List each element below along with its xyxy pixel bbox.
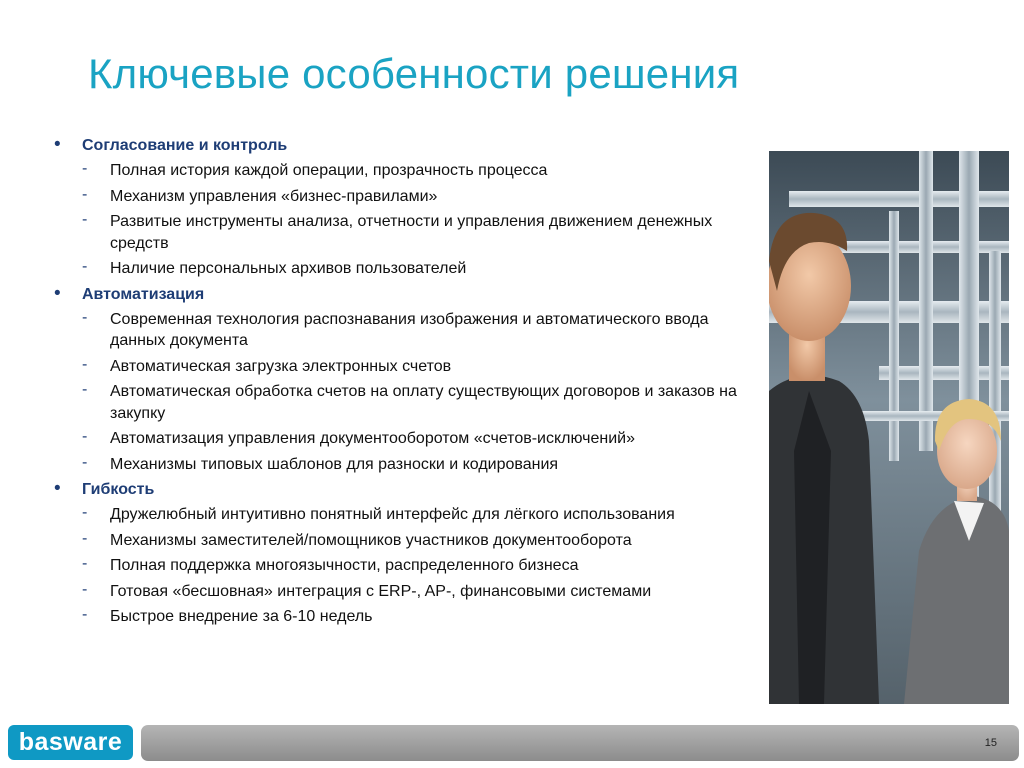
dash-icon: - [82,381,88,398]
bullet-icon: • [54,282,61,304]
list-item-text: Автоматическая загрузка электронных счетов [110,357,452,375]
dash-icon: - [82,529,88,547]
list-item [82,186,757,208]
list-item [82,454,757,476]
basware-logo: basware [8,725,133,760]
footer-bar [141,725,1019,761]
list-item [82,211,757,254]
item-list [82,309,757,476]
item-list [82,160,757,280]
list-item [82,356,757,378]
list-item [82,555,757,577]
business-people-photo [769,151,1009,704]
list-item [82,381,757,424]
dash-icon: - [82,606,88,623]
bullet-icon: • [54,478,61,499]
dash-icon: - [82,185,88,203]
page-number: 15 [984,737,997,749]
list-item [82,504,757,526]
list-item-text: Механизм управления «бизнес-правилами» [110,187,438,205]
content-list [52,135,757,632]
item-list [82,504,757,628]
section-heading: Автоматизация [82,285,205,303]
list-item [82,428,757,450]
dash-icon: - [82,580,88,598]
dash-icon: - [82,428,88,445]
section-heading: Согласование и контроль [82,137,288,154]
slide-title: Ключевые особенности решения [88,50,740,97]
dash-icon: - [82,453,88,471]
dash-icon: - [82,258,88,275]
list-item [82,309,757,352]
list-item [82,160,757,182]
section-heading: Гибкость [82,481,155,498]
list-item-text: Автоматическая обработка счетов на оплату существующих договоров и заказов на закупку [110,383,737,422]
list-item-text: Механизмы заместителей/помощников участников документооборота [110,531,632,549]
list-item-text: Механизмы типовых шаблонов для разноски и кодирования [110,455,559,473]
list-item [82,530,757,552]
list-item-text: Автоматизация управления документооборотом «счетов-исключений» [110,430,635,447]
list-item-text: Дружелюбный интуитивно понятный интерфейс для лёгкого использования [110,506,675,523]
list-item-text: Современная технология распознавания изображения и автоматического ввода данных документа [110,310,709,349]
dash-icon: - [82,211,88,228]
list-item [82,581,757,603]
list-item [82,606,757,628]
dash-icon: - [82,308,88,326]
dash-icon: - [82,555,88,572]
list-item [82,258,757,280]
section-automation [52,284,757,476]
list-item-text: Полная поддержка многоязычности, распределенного бизнеса [110,557,579,574]
bullet-icon: • [54,134,61,155]
dash-icon: - [82,504,88,521]
list-item-text: Быстрое внедрение за 6-10 недель [110,608,373,625]
list-item-text: Готовая «бесшовная» интеграция с ERP-, AP-, финансовыми системами [110,582,652,600]
photo-illustration [769,151,1009,704]
section-approval [52,135,757,280]
dash-icon: - [82,355,88,373]
section-flexibility [52,479,757,628]
dash-icon: - [82,160,88,177]
list-item-text: Наличие персональных архивов пользователей [110,260,467,277]
list-item-text: Развитые инструменты анализа, отчетности и управления движением денежных средств [110,213,713,252]
list-item-text: Полная история каждой операции, прозрачность процесса [110,162,548,179]
